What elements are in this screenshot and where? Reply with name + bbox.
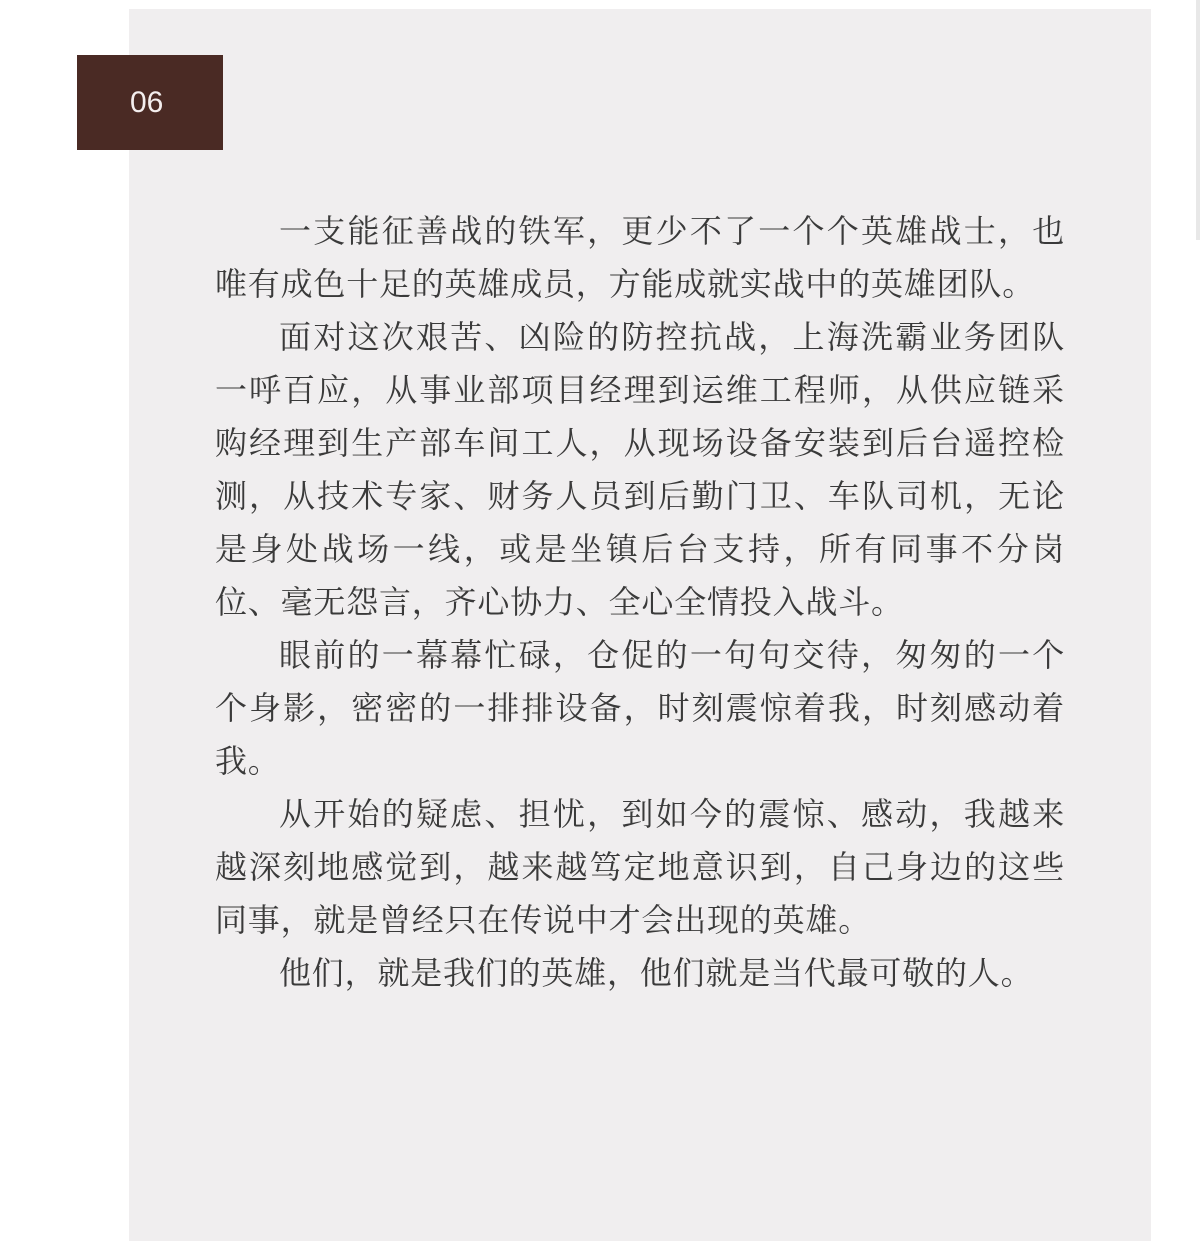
section-number-badge <box>77 55 223 150</box>
section-number: 06 <box>130 86 164 119</box>
paragraph-3: 眼前的一幕幕忙碌，仓促的一句句交待，匆匆的一个个身影，密密的一排排设备，时刻震惊着我，时刻感动着我。 <box>215 636 1065 780</box>
right-edge-divider <box>1196 0 1200 240</box>
article-body <box>215 205 1065 1000</box>
paragraph-2: 面对这次艰苦、凶险的防控抗战，上海洗霸业务团队一呼百应，从事业部项目经理到运维工程师，从供应链采购经理到生产部车间工人，从现场设备安装到后台遥控检测，从技术专家、财务人员到后勤门卫、车队司机，无论是身处战场一线，或是坐镇后台支持，所有同事不分岗位、毫无怨言，齐心协力、全心全情投入战斗。 <box>215 318 1065 621</box>
paragraph-5: 他们，就是我们的英雄，他们就是当代最可敬的人。 <box>279 954 1034 992</box>
paragraph-1: 一支能征善战的铁军，更少不了一个个英雄战士，也唯有成色十足的英雄成员，方能成就实战中的英雄团队。 <box>215 212 1065 303</box>
paragraph-4: 从开始的疑虑、担忧，到如今的震惊、感动，我越来越深刻地感觉到，越来越笃定地意识到，自己身边的这些同事，就是曾经只在传说中才会出现的英雄。 <box>215 795 1065 939</box>
